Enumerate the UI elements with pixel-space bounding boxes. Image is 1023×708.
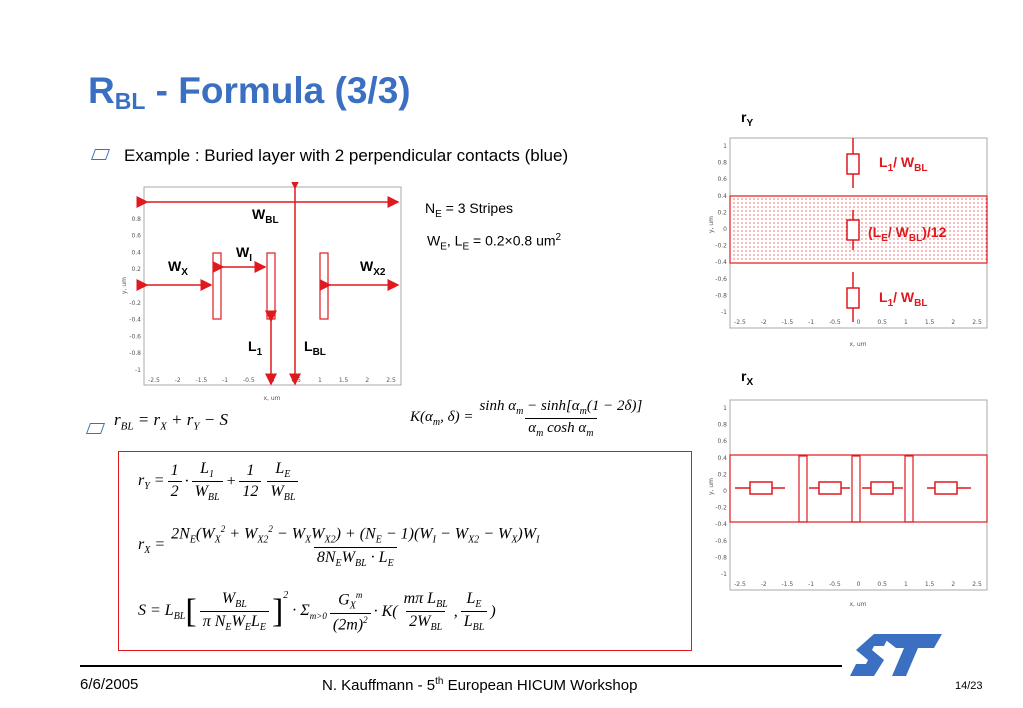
ry-label-bottom: $L_1/$ $W_{BL}$ — [879, 289, 928, 309]
x-tick-label: 1 — [903, 319, 908, 326]
y-tick-label: 0.2 — [131, 266, 141, 274]
y-tick-label: 0 — [723, 226, 727, 233]
rx-equation: $r_X$ = $\frac{2N_E(W_X^2 + W_{X2}^2 - W_XW_{X2}) + (N_E - 1)(W_I - W_{X2} - W_X)W_I}{8N_EW_{BL} \cdot L_E}$ — [138, 524, 540, 569]
x-tick-label: -0.5 — [828, 319, 841, 326]
y-tick-label: -0.8 — [715, 292, 727, 300]
resistor-bottom — [847, 288, 859, 308]
main-ylabel: y, um — [121, 276, 128, 294]
x-tick-label: 0.5 — [291, 377, 301, 384]
x-tick-label: 2 — [951, 319, 956, 326]
x-tick-label: 2.5 — [972, 581, 982, 588]
resistor-middle — [847, 220, 859, 240]
y-tick-label: -0.4 — [715, 259, 727, 267]
x-tick-label: -2.5 — [734, 319, 746, 326]
x-tick-label: -2.5 — [148, 377, 160, 384]
y-tick-label: 0.4 — [717, 454, 727, 462]
x-tick-label: -1 — [808, 581, 815, 588]
x-tick-label: 0.5 — [877, 319, 887, 326]
ry-xlabel: x, um — [849, 341, 867, 348]
label-l1: $L_1$ — [248, 338, 263, 358]
y-tick-label: -0.4 — [129, 316, 141, 324]
page-number: 14/23 — [955, 680, 983, 692]
y-tick-label: 0.6 — [717, 176, 727, 184]
y-tick-label: 0.8 — [131, 215, 141, 223]
y-tick-label: 1 — [137, 199, 141, 206]
x-tick-label: 0.5 — [877, 581, 887, 588]
ry-label-top: $L_1/$ $W_{BL}$ — [879, 154, 928, 174]
label-wbl: $W_{BL}$ — [252, 206, 279, 226]
rx-resistor-2 — [819, 482, 841, 494]
dimension-info: $W_E$, $L_E = 0.2\times 0.8$ $um^2$ — [427, 232, 562, 253]
rx-xlabel: x, um — [849, 601, 867, 608]
y-tick-label: 0.6 — [131, 232, 141, 240]
slide-title: $R_{BL}$ - Formula (3/3) — [88, 70, 411, 114]
x-tick-label: 2 — [365, 377, 370, 384]
rx-resistor-3 — [871, 482, 893, 494]
x-tick-label: 1.5 — [924, 319, 935, 326]
label-lbl: $L_{BL}$ — [304, 338, 326, 358]
y-tick-label: -0.8 — [715, 554, 727, 562]
y-tick-label: -0.2 — [715, 242, 727, 250]
ry-ylabel: y, um — [708, 215, 715, 233]
ry-label-middle: ($L_E/$ $W_{BL})/12$ — [868, 224, 947, 244]
y-tick-label: 0.6 — [717, 438, 727, 446]
label-wi: $W_I$ — [236, 244, 252, 264]
footer-title: N. Kauffmann - 5th European HICUM Workshop — [322, 676, 638, 694]
rbl-equation: $r_{BL} = r_X + r_Y - S$ — [114, 410, 228, 433]
s-equation: $S = L_{BL}$ [ $\frac{W_{BL}}{\pi N_EW_EL_E}$ ] $^2$ · $\Sigma_{m>0}$ $\frac{G_X^m}{(2m)^2}$ · K( $\frac{m\pi L_{BL}}{2W_{BL}}$ , $\frac{L_E}{L_{BL}}$ ) — [138, 590, 496, 634]
y-tick-label: -1 — [721, 571, 727, 578]
y-tick-label: 0.2 — [717, 471, 727, 479]
x-tick-label: 1 — [317, 377, 322, 384]
y-tick-label: -0.2 — [129, 299, 141, 307]
label-wx2: $W_{X2}$ — [360, 258, 386, 278]
y-tick-label: 0.4 — [717, 192, 727, 200]
x-tick-label: -2 — [760, 581, 767, 588]
rx-ylabel: y, um — [708, 477, 715, 495]
k-function-equation: $K(\alpha_m$, δ) = $\frac{\sinh \alpha_m - \sinh[\alpha_m(1 - 2\delta)]}{\alpha_m \cosh \alpha_m}$ — [410, 398, 643, 439]
y-tick-label: -0.6 — [715, 275, 727, 283]
y-tick-label: -0.8 — [129, 350, 141, 358]
y-tick-label: -0.6 — [129, 333, 141, 341]
y-tick-label: 0.2 — [717, 209, 727, 217]
x-tick-label: -2.5 — [734, 581, 746, 588]
stripes-info: $N_E = 3$ Stripes — [425, 200, 513, 220]
footer-date: 6/6/2005 — [80, 676, 139, 693]
ry-plot — [705, 130, 995, 352]
main-xlabel: x, um — [263, 395, 281, 402]
x-tick-label: -0.5 — [242, 377, 255, 384]
footer-divider — [80, 665, 842, 667]
rx-resistor-1 — [750, 482, 772, 494]
x-tick-label: 1.5 — [924, 581, 935, 588]
rx-plot — [705, 392, 995, 614]
x-tick-label: 2.5 — [386, 377, 396, 384]
y-tick-label: 0 — [723, 488, 727, 495]
x-tick-label: 2.5 — [972, 319, 982, 326]
y-tick-label: 0.8 — [717, 421, 727, 429]
x-tick-label: 1 — [903, 581, 908, 588]
x-tick-label: -1.5 — [195, 377, 208, 384]
st-logo — [848, 630, 944, 680]
y-tick-label: 0.4 — [131, 249, 141, 257]
x-tick-label: -1.5 — [781, 319, 794, 326]
y-tick-label: -0.2 — [715, 504, 727, 512]
x-tick-label: 0 — [856, 319, 861, 326]
resistor-top — [847, 154, 859, 174]
x-tick-label: 2 — [951, 581, 956, 588]
x-tick-label: 1.5 — [338, 377, 349, 384]
ry-heading: $r_Y$ — [741, 109, 754, 129]
rx-resistor-4 — [935, 482, 957, 494]
bullet-icon — [91, 149, 110, 160]
label-wx: $W_X$ — [168, 258, 188, 278]
y-tick-label: -1 — [721, 309, 727, 316]
y-tick-label: -0.4 — [715, 521, 727, 529]
y-tick-label: -0.6 — [715, 537, 727, 545]
x-tick-label: -1.5 — [781, 581, 794, 588]
y-tick-label: 0 — [137, 283, 141, 290]
y-tick-label: 0.8 — [717, 159, 727, 167]
y-tick-label: -1 — [135, 367, 141, 374]
y-tick-label: 1 — [723, 143, 727, 150]
x-tick-label: -0.5 — [828, 581, 841, 588]
bullet-icon-2 — [86, 423, 105, 434]
x-tick-label: -2 — [760, 319, 767, 326]
ry-equation: $r_Y$ = $\frac{1}{2}$ · $\frac{L_1}{W_{BL}}$ + $\frac{1}{12}$ $\frac{L_E}{W_{BL}}$ — [138, 460, 301, 503]
bullet-example-text: Example : Buried layer with 2 perpendicular contacts (blue) — [124, 146, 569, 165]
x-tick-label: -1 — [222, 377, 229, 384]
x-tick-label: -1 — [808, 319, 815, 326]
y-tick-label: 1 — [723, 405, 727, 412]
x-tick-label: 0 — [270, 377, 275, 384]
rx-heading: $r_X$ — [741, 368, 754, 388]
x-tick-label: 0 — [856, 581, 861, 588]
x-tick-label: -2 — [174, 377, 181, 384]
